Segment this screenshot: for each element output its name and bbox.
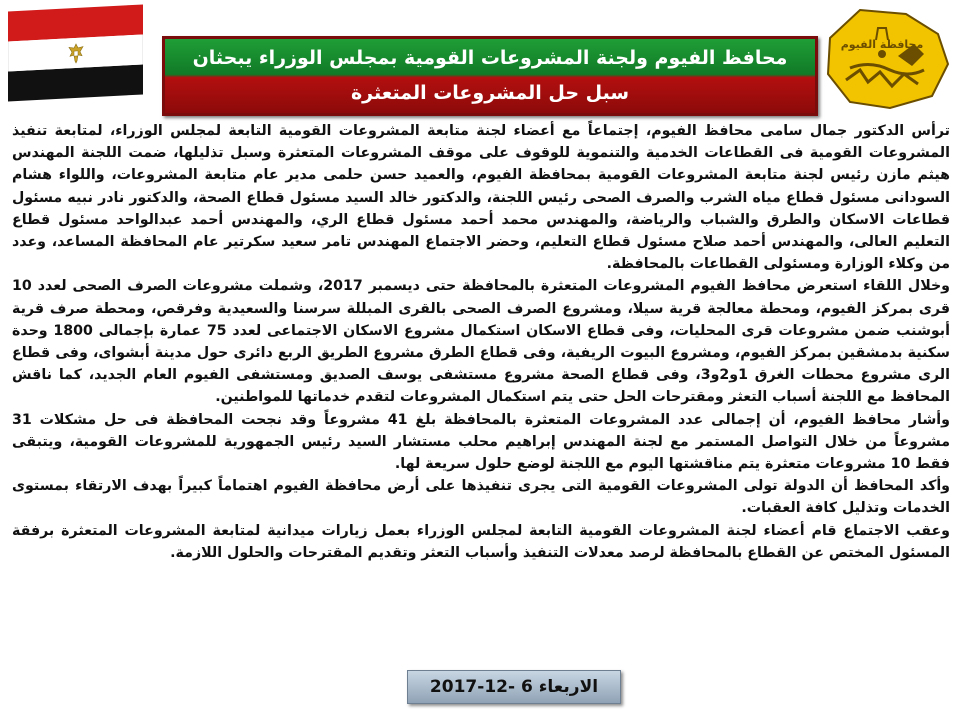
article-paragraph: وخلال اللقاء استعرض محافظ الفيوم المشروعات المتعثرة بالمحافظة حتى ديسمبر 2017، وشملت مشروعات الصرف الصحى لعدد 10 قرى بمركز الفيوم، ومحطة معالجة قرية سيلا، ومشروع الصرف الصحى بالقرى المبللة سرسنا والسعيدية وفرقص، ومحطة صرف قرية أبوشنب ضمن مشروعات قرى المحليات، وفى قطاع الاسكان استكمال مشروع الاسكان الاجتماعى لعدد 75 عمارة بإجمالى 1800 وحدة سكنية بدمشقين بمركز الفيوم، ومشروع البيوت الريفية، وفى قطاع الطرق مشروع الطريق الربع دائرى حول مدينة أبشواى، وفى قطاع الرى مشروع محطات الغرق 1و2و3، وفى قطاع الصحة مشروع مستشفى يوسف الصديق ومستشفى الفيوم العام الجديد، كما ناقش المحافظ مع اللجنة أسباب التعثر ومقترحات الحل حتى يتم استكمال المشروعات لتقدم خدماتها للمواطنين. — [12, 278, 951, 406]
fayoum-governorate-logo-icon — [820, 4, 950, 112]
page-title-line2: سبل حل المشروعات المتعثرة — [350, 82, 630, 104]
article-paragraph: وأكد المحافظ أن الدولة تولى المشروعات القومية التى يجرى تنفيذها على أرض محافظة الفيوم اهتماماً كبيراً بهدف الارتقاء بمستوى الخدمات وتذليل كافة العقبات. — [12, 478, 950, 517]
date-badge: الاربعاء 6 -12-2017 — [407, 670, 621, 704]
egypt-flag-icon — [8, 4, 143, 101]
article-paragraph: ترأس الدكتور جمال سامى محافظ الفيوم، إجتماعاً مع أعضاء لجنة متابعة المشروعات القومية التابعة لمجلس الوزراء، لمتابعة تنفيذ المشروعات القومية فى القطاعات الخدمية والتنموية للوقوف على موقف المشروعات المتعثرة وسبل تذليلها، ضمت اللجنة المهندس هيثم مازن رئيس لجنة متابعة المشروعات القومية بمحافظة الفيوم، والعميد حسن حلمى مدير عام متابعة المشروعات، واللواء هشام السودانى مسئول قطاع مياه الشرب والصرف الصحى رئيس اللجنة، والدكتور خالد السيد مسئول قطاع الصحة، والدكتور نادر نبيه مسئول قطاعات الاسكان والطرق والشباب والرياضة، والمهندس محمد أحمد مسئول قطاع الري، والمهندس أحمد عبدالواحد مسئول قطاع التعليم العالى، والمهندس أحمد صلاح مسئول قطاع التعليم، وحضر الاجتماع المهندس تامر سعيد سكرتير عام المحافظة المساعد، وعدد من وكلاء الوزارة ومسئولى القطاعات بالمحافظة. — [12, 123, 950, 273]
title-banner — [162, 36, 818, 116]
logo-text: محافظة الفيوم — [840, 38, 924, 51]
article-body — [12, 120, 950, 564]
article-paragraph: وأشار محافظ الفيوم، أن إجمالى عدد المشروعات المتعثرة بالمحافظة بلغ 41 مشروعاً وقد نجحت المحافظة فى حل مشكلات 31 مشروعاً من خلال التواصل المستمر مع لجنة المهندس إبراهيم محلب مستشار السيد رئيس الجمهورية للمشروعات القومية، ويتبقى فقط 10 مشروعات متعثرة يتم مناقشتها اليوم مع اللجنة لوضع حلول سريعة لها. — [12, 411, 950, 473]
page-title-line1: محافظ الفيوم ولجنة المشروعات القومية بمجلس الوزراء يبحثان — [192, 47, 788, 69]
eagle-emblem-icon — [66, 41, 86, 64]
article-paragraph: وعقب الاجتماع قام أعضاء لجنة المشروعات القومية التابعة لمجلس الوزراء بعمل زيارات ميدانية لمتابعة المشروعات المتعثرة برفقة المسئول المختص عن القطاع بالمحافظة لرصد معدلات التنفيذ وأسباب التعثر وتقديم المقترحات والحلول اللازمة. — [12, 522, 950, 561]
